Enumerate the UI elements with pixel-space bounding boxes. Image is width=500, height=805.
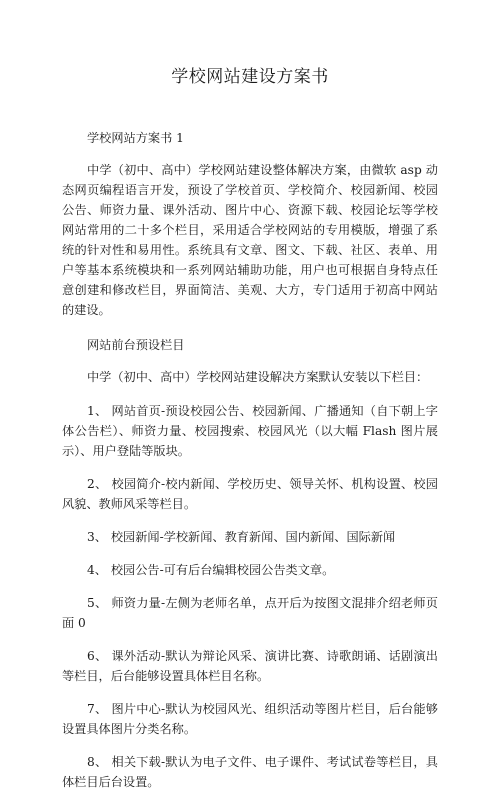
section-heading: 网站前台预设栏目 bbox=[87, 338, 185, 352]
list-item: 7、 图片中心-默认为校园风光、组织活动等图片栏目，后台能够设置具体图片分类名称。 bbox=[62, 702, 438, 736]
list-item: 1、 网站首页-预设校园公告、校园新闻、广播通知（自下朝上字体公告栏）、师资力量、校园搜索、校园风光（以大幅 Flash 图片展示）、用户登陆等版块。 bbox=[62, 404, 438, 458]
list-item: 8、 相关下载-默认为电子文件、电子课件、考试试卷等栏目，具体栏目后台设置。 bbox=[62, 755, 438, 789]
list-item: 4、 校园公告-可有后台编辑校园公告类文章。 bbox=[87, 563, 335, 577]
section-lead-paragraph: 中学（初中、高中）学校网站建设解决方案默认安装以下栏目： bbox=[87, 370, 429, 384]
list-item: 3、 校园新闻-学校新闻、教育新闻、国内新闻、国际新闻 bbox=[87, 530, 396, 544]
document-title: 学校网站建设方案书 bbox=[171, 67, 329, 87]
list-item: 2、 校园简介-校内新闻、学校历史、领导关怀、机构设置、校园风貌、教师风采等栏目。 bbox=[62, 477, 438, 511]
intro-paragraph: 中学（初中、高中）学校网站建设整体解决方案，由微软 asp 动态网页编程语言开发，预设了学校首页、学校简介、校园新闻、校园公告、师资力量、课外活动、图片中心、资源下载、校园论坛等学校网站常用的二十多个栏目，采用适合学校网站的专用模版，增强了系统的针对性和易用性。系统具有文章、图文、下载、社区、表单、用户等基本系统模块和一系列网站辅助功能，用户也可根据自身特点任意创建和修改栏目，界面简洁、美观、大方，专门适用于初高中网站的建设。 bbox=[62, 163, 438, 317]
list-item: 5、 师资力量-左侧为老师名单，点开后为按图文混排介绍老师页面 0 bbox=[62, 596, 438, 630]
document-subtitle: 学校网站方案书 1 bbox=[87, 131, 184, 145]
document-body bbox=[62, 128, 438, 805]
list-item: 6、 课外活动-默认为辩论风采、演讲比赛、诗歌朗诵、话剧演出等栏目，后台能够设置具体栏目名称。 bbox=[62, 649, 438, 683]
